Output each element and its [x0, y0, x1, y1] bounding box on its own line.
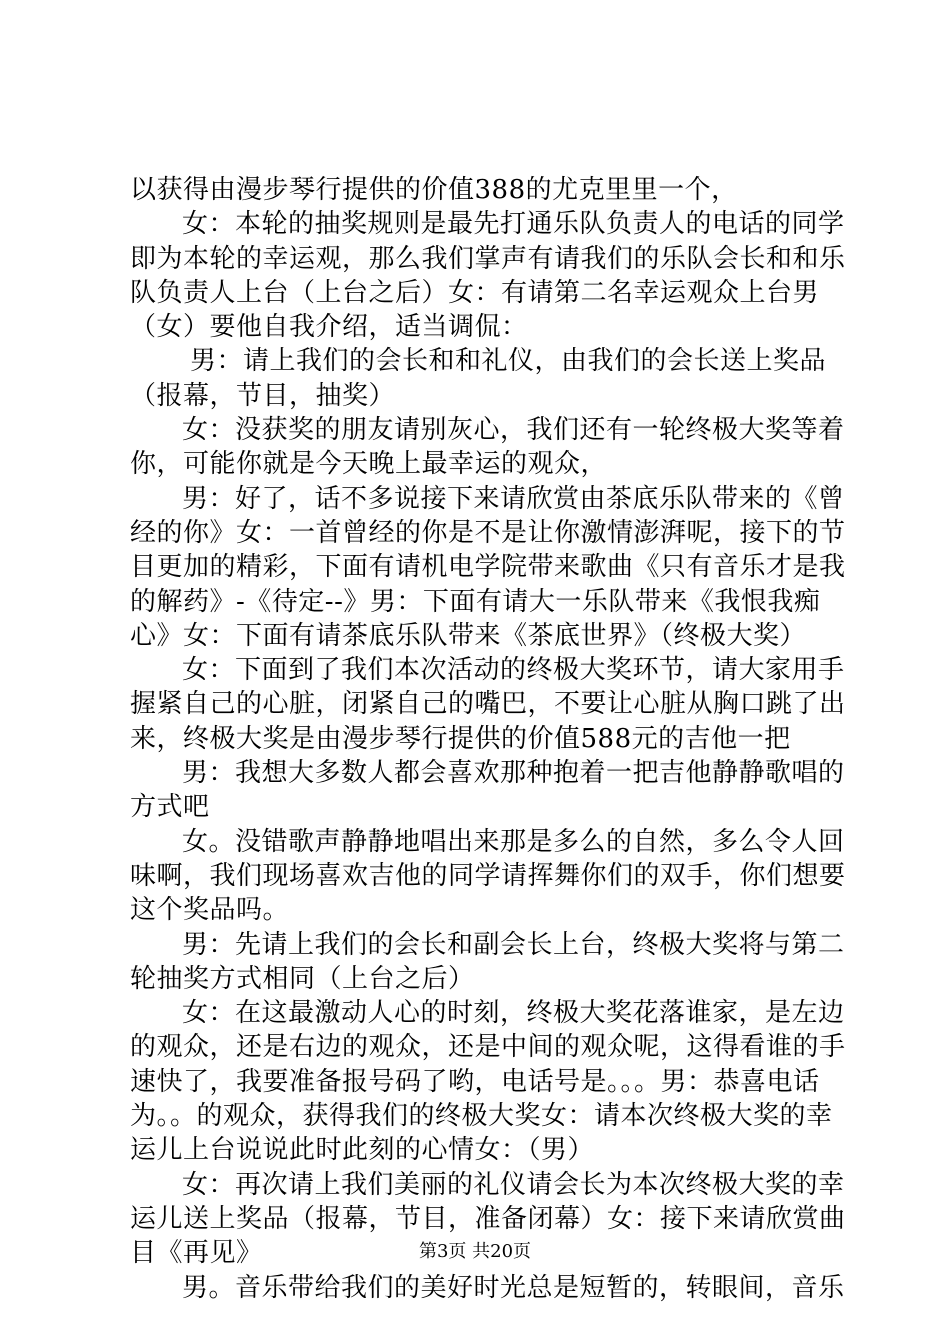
- document-body: [130, 173, 846, 1305]
- text-line: 目更加的精彩，下面有请机电学院带来歌曲《只有音乐才是我: [130, 552, 846, 583]
- text-line: 女：本轮的抽奖规则是最先打通乐队负责人的电话的同学: [182, 209, 845, 240]
- text-line: 队负责人上台（上台之后）女：有请第二名幸运观众上台男: [130, 277, 820, 308]
- text-line: 即为本轮的幸运观，那么我们掌声有请我们的乐队会长和和乐: [130, 243, 846, 274]
- text-line: 男。音乐带给我们的美好时光总是短暂的，转眼间，音乐: [182, 1272, 845, 1303]
- text-line: 速快了，我要准备报号码了哟，电话号是。。。男：恭喜电话: [130, 1066, 820, 1097]
- text-line: 目《再见》: [130, 1238, 263, 1269]
- text-line: 来，终极大奖是由漫步琴行提供的价值588元的吉他一把: [130, 723, 791, 754]
- text-line: 男：好了，话不多说接下来请欣赏由茶底乐队带来的《曾: [182, 483, 845, 514]
- text-line: 男：请上我们的会长和和礼仪，由我们的会长送上奖品: [190, 346, 827, 377]
- text-line: 你，可能你就是今天晚上最幸运的观众，: [130, 449, 608, 480]
- text-line: 味啊，我们现场喜欢吉他的同学请挥舞你们的双手，你们想要: [130, 860, 846, 891]
- text-line: 运儿上台说说此时此刻的心情女：（男）: [130, 1135, 595, 1166]
- text-line: （女）要他自我介绍，适当调侃：: [130, 312, 528, 343]
- text-line: 运儿送上奖品（报幕，节目，准备闭幕）女：接下来请欣赏曲: [130, 1203, 846, 1234]
- text-line: 轮抽奖方式相同（上台之后）: [130, 963, 475, 994]
- text-line: 女：下面到了我们本次活动的终极大奖环节，请大家用手: [182, 655, 845, 686]
- text-line: 的观众，还是右边的观众，还是中间的观众呢，这得看谁的手: [130, 1032, 846, 1063]
- text-line: 女。没错歌声静静地唱出来那是多么的自然，多么令人回: [182, 826, 845, 857]
- text-line: 以获得由漫步琴行提供的价值388的尤克里里一个，: [130, 175, 738, 205]
- text-line: 这个奖品吗。: [130, 895, 290, 926]
- page-number-footer: 第3页 共20页: [418, 1241, 532, 1262]
- text-line: 女：没获奖的朋友请别灰心，我们还有一轮终极大奖等着: [182, 415, 845, 446]
- text-line: 为。。的观众，获得我们的终极大奖女：请本次终极大奖的幸: [130, 1101, 833, 1132]
- text-line: 女：在这最激动人心的时刻，终极大奖花落谁家，是左边: [182, 998, 845, 1029]
- text-line: （报幕，节目，抽奖）: [130, 380, 396, 411]
- text-line: 心》女：下面有请茶底乐队带来《茶底世界》（终极大奖）: [130, 620, 807, 651]
- text-line: 经的你》女：一首曾经的你是不是让你激情澎湃呢，接下的节: [130, 517, 846, 548]
- text-line: 男：先请上我们的会长和副会长上台，终极大奖将与第二: [182, 929, 845, 960]
- text-line: 方式吧: [130, 792, 210, 823]
- text-line: 女：再次请上我们美丽的礼仪请会长为本次终极大奖的幸: [182, 1169, 845, 1200]
- text-line: 握紧自己的心脏，闭紧自己的嘴巴，不要让心脏从胸口跳了出: [130, 689, 846, 720]
- text-line: 男：我想大多数人都会喜欢那种抱着一把吉他静静歌唱的: [182, 758, 845, 789]
- text-line: 的解药》-《待定--》男：下面有请大一乐队带来《我恨我痴: [130, 586, 821, 617]
